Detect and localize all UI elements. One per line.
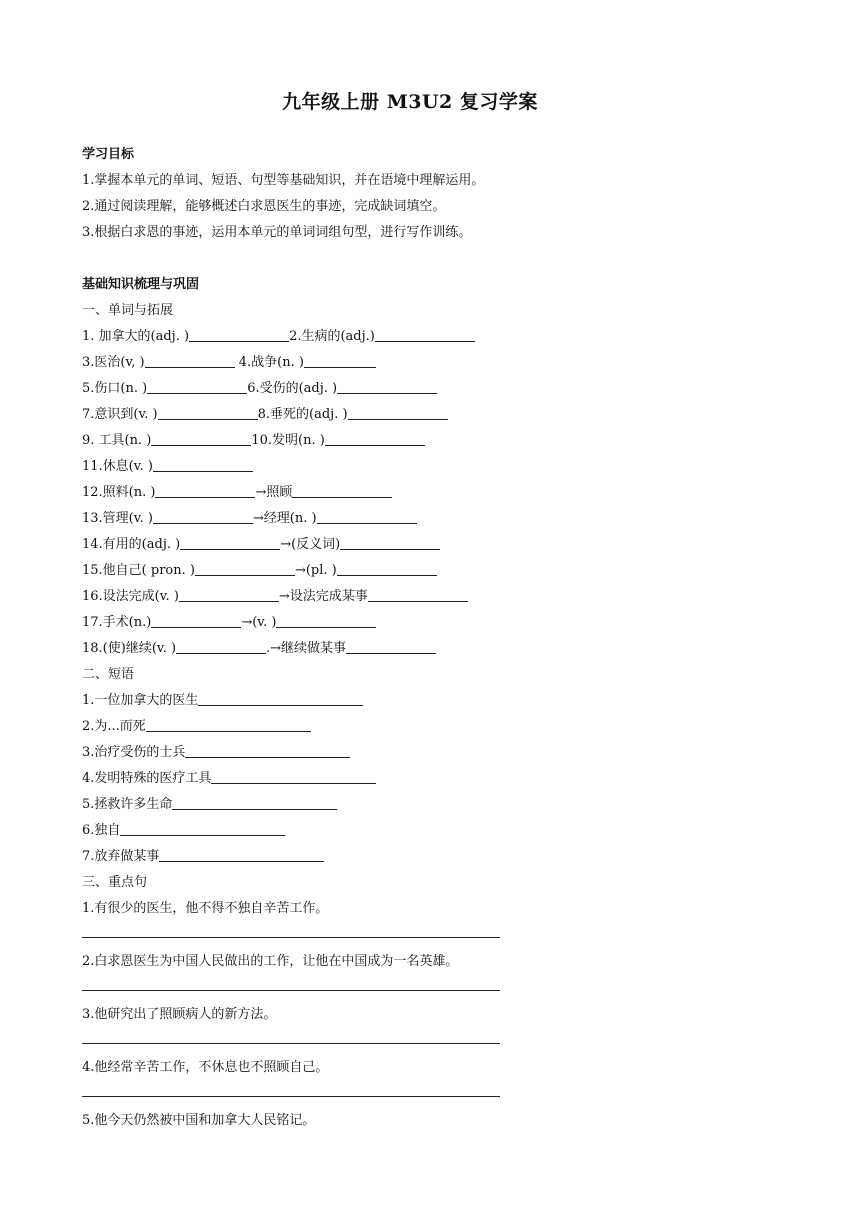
vocab-line: 12.照料(n. ) →照顾 bbox=[82, 480, 542, 506]
answer-blank[interactable] bbox=[151, 430, 251, 446]
vocab-line: 3.医治(v, ) 4.战争(n. ) bbox=[82, 350, 542, 376]
answer-line[interactable] bbox=[82, 1029, 500, 1044]
answer-blank[interactable] bbox=[147, 378, 247, 394]
objectives-heading: 学习目标 bbox=[82, 147, 135, 162]
answer-blank[interactable] bbox=[153, 456, 253, 472]
vocab-line: 11.休息(v. ) bbox=[82, 454, 542, 480]
page-title: 九年级上册 M3U2 复习学案 bbox=[282, 91, 538, 113]
sentence-item: 1.有很少的医生，他不得不独自辛苦工作。 bbox=[82, 901, 329, 916]
answer-blank[interactable] bbox=[195, 560, 295, 576]
answer-line[interactable] bbox=[82, 976, 500, 991]
sentence-item: 2.白求恩医生为中国人民做出的工作，让他在中国成为一名英雄。 bbox=[82, 954, 459, 969]
answer-blank[interactable] bbox=[176, 638, 266, 654]
answer-blank[interactable] bbox=[276, 612, 376, 628]
answer-blank[interactable] bbox=[145, 352, 235, 368]
phrase-item: 1.一位加拿大的医生 bbox=[82, 688, 542, 714]
answer-blank[interactable] bbox=[340, 534, 440, 550]
answer-blank[interactable] bbox=[146, 716, 311, 732]
phrase-item: 6.独自 bbox=[82, 818, 542, 844]
answer-blank[interactable] bbox=[159, 846, 324, 862]
answer-blank[interactable] bbox=[185, 742, 350, 758]
vocab-line: 18.(使)继续(v. ) .→继续做某事 bbox=[82, 636, 542, 662]
basics-heading: 基础知识梳理与巩固 bbox=[82, 277, 200, 292]
answer-blank[interactable] bbox=[325, 430, 425, 446]
answer-blank[interactable] bbox=[211, 768, 376, 784]
answer-line[interactable] bbox=[82, 1082, 500, 1097]
answer-blank[interactable] bbox=[292, 482, 392, 498]
objective-item: 3.根据白求恩的事迹，运用本单元的单词词组句型，进行写作训练。 bbox=[82, 225, 472, 240]
phrase-item: 2.为...而死 bbox=[82, 714, 542, 740]
answer-blank[interactable] bbox=[120, 820, 285, 836]
vocab-line: 1. 加拿大的(adj. ) 2.生病的(adj.) bbox=[82, 324, 542, 350]
vocab-line: 7.意识到(v. ) 8.垂死的(adj. ) bbox=[82, 402, 542, 428]
vocab-line: 14.有用的(adj. ) →(反义词) bbox=[82, 532, 542, 558]
answer-line[interactable] bbox=[82, 923, 500, 938]
vocab-heading: 一、单词与拓展 bbox=[82, 303, 174, 318]
sentence-item: 4.他经常辛苦工作，不休息也不照顾自己。 bbox=[82, 1060, 329, 1075]
phrase-item: 5.拯救许多生命 bbox=[82, 792, 542, 818]
vocab-line: 17.手术(n.) →(v. ) bbox=[82, 610, 542, 636]
answer-blank[interactable] bbox=[317, 508, 417, 524]
answer-blank[interactable] bbox=[304, 352, 376, 368]
answer-blank[interactable] bbox=[189, 326, 289, 342]
objective-item: 2.通过阅读理解，能够概述白求恩医生的事迹，完成缺词填空。 bbox=[82, 199, 446, 214]
answer-blank[interactable] bbox=[348, 404, 448, 420]
answer-blank[interactable] bbox=[368, 586, 468, 602]
answer-blank[interactable] bbox=[158, 404, 258, 420]
vocab-line: 15.他自己( pron. ) →(pl. ) bbox=[82, 558, 542, 584]
vocab-line: 16.设法完成(v. ) →设法完成某事 bbox=[82, 584, 542, 610]
worksheet-content bbox=[82, 142, 542, 1134]
answer-blank[interactable] bbox=[337, 560, 437, 576]
sentence-item: 5.他今天仍然被中国和加拿大人民铭记。 bbox=[82, 1113, 316, 1128]
vocab-line: 9. 工具(n. ) 10.发明(n. ) bbox=[82, 428, 542, 454]
phrase-item: 3.治疗受伤的士兵 bbox=[82, 740, 542, 766]
answer-blank[interactable] bbox=[151, 612, 241, 628]
answer-blank[interactable] bbox=[172, 794, 337, 810]
vocab-line: 5.伤口(n. ) 6.受伤的(adj. ) bbox=[82, 376, 542, 402]
vocab-line: 13.管理(v. ) →经理(n. ) bbox=[82, 506, 542, 532]
answer-blank[interactable] bbox=[180, 534, 280, 550]
sentences-heading: 三、重点句 bbox=[82, 875, 148, 890]
phrases-heading: 二、短语 bbox=[82, 667, 135, 682]
answer-blank[interactable] bbox=[337, 378, 437, 394]
answer-blank[interactable] bbox=[375, 326, 475, 342]
phrase-item: 7.放弃做某事 bbox=[82, 844, 542, 870]
phrase-item: 4.发明特殊的医疗工具 bbox=[82, 766, 542, 792]
answer-blank[interactable] bbox=[198, 690, 363, 706]
answer-blank[interactable] bbox=[179, 586, 279, 602]
answer-blank[interactable] bbox=[346, 638, 436, 654]
sentence-item: 3.他研究出了照顾病人的新方法。 bbox=[82, 1007, 277, 1022]
objective-item: 1.掌握本单元的单词、短语、句型等基础知识，并在语境中理解运用。 bbox=[82, 173, 485, 188]
answer-blank[interactable] bbox=[153, 508, 253, 524]
answer-blank[interactable] bbox=[155, 482, 255, 498]
